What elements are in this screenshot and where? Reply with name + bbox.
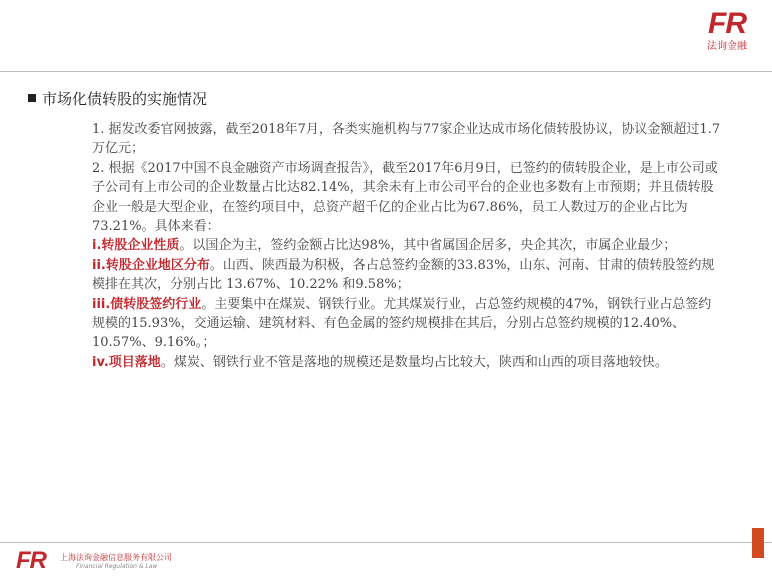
item-heading: i.转股企业性质: [92, 238, 180, 254]
content-body: [92, 120, 722, 372]
paragraph-2: 2. 根据《2017中国不良金融资产市场调查报告》，截至2017年6月9日，已签约的债转股企业，是上市公司或子公司有上市公司的企业数量占比达82.14%，其余未有上市公司平台的企业也多数有上市预期；并且债转股企业一般是大型企业，在签约项目中，总资产超千亿的企业占比为67.86%，员工人数过万的企业占比为73.21%。具体来看：: [92, 160, 718, 235]
footer-logo: [16, 548, 216, 574]
company-name-en: Financial Regulation & Law: [76, 563, 158, 570]
item-heading: iv.项目落地: [92, 354, 161, 370]
accent-block: [752, 528, 764, 558]
paragraph-1: 1. 据发改委官网披露，截至2018年7月，各类实施机构与77家企业达成市场化债转股协议，协议金额超过1.7万亿元；: [92, 122, 721, 157]
company-name: 上海法询金融信息服务有限公司: [60, 553, 172, 562]
footer-logo-mark: FR: [16, 547, 46, 574]
logo-name: 法询金融: [707, 41, 747, 52]
footer-divider: [0, 542, 772, 543]
section-title-text: 市场化债转股的实施情况: [42, 90, 208, 108]
item-text: 。以国企为主，签约金额占比达98%，其中省属国企居多，央企其次，市属企业最少；: [179, 238, 677, 254]
item-text: 。主要集中在煤炭、钢铁行业。尤其煤炭行业，占总签约规模的47%，钢铁行业占总签约规模的15.93%，交通运输、建筑材料、有色金属的签约规模排在其后，分别占总签约规模的12.40%、10.57%、9.16%。；: [92, 296, 712, 351]
brand-logo: [703, 8, 751, 58]
list-item: [92, 295, 722, 353]
square-bullet-icon: [28, 94, 36, 102]
list-item: [92, 256, 722, 295]
item-text: 。煤炭、钢铁行业不管是落地的规模还是数量均占比较大，陕西和山西的项目落地较快。: [160, 354, 668, 370]
item-heading: iii.债转股签约行业: [92, 296, 202, 312]
item-heading: ii.转股企业地区分布: [92, 257, 210, 273]
section-title: [28, 88, 207, 109]
list-item: [92, 236, 722, 255]
logo-mark: FR: [708, 7, 746, 40]
header-divider: [0, 71, 772, 72]
item-text: 。山西、陕西最为积极，各占总签约金额的33.83%，山东、河南、甘肃的债转股签约规模排在其次，分别占比 13.67%、10.22% 和9.58%；: [92, 257, 715, 293]
list-item: [92, 353, 722, 372]
